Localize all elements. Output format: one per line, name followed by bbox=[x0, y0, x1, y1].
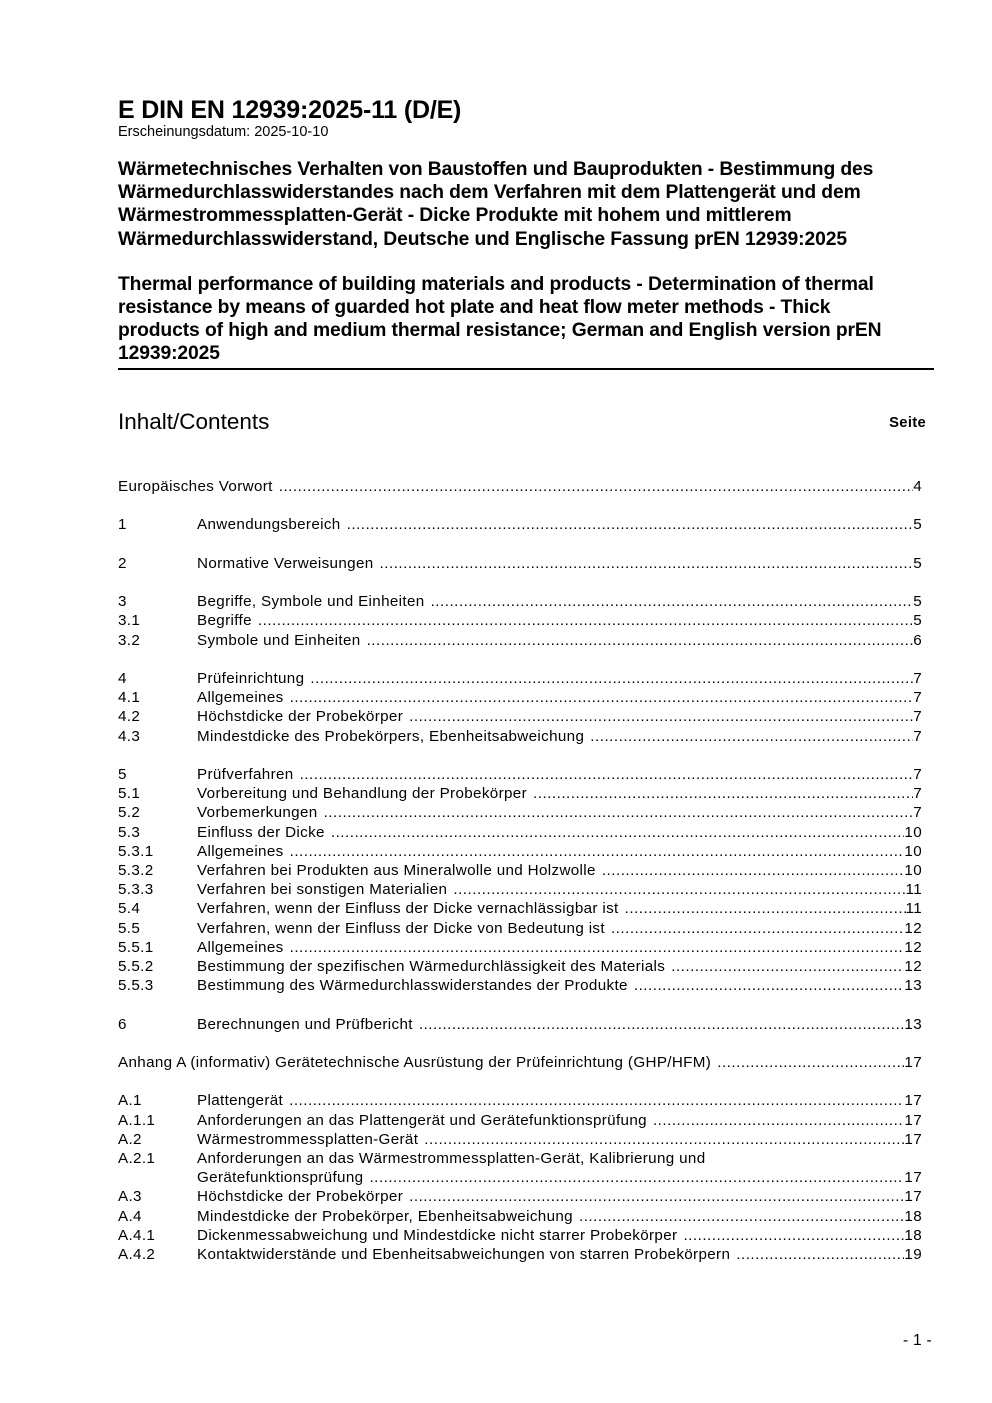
toc-entry-title: Europäisches Vorwort bbox=[118, 478, 273, 495]
toc-entry-title: Kontaktwiderstände und Ebenheitsabweichungen von starren Probekörpern bbox=[197, 1246, 731, 1263]
toc-entry-title: Vorbemerkungen bbox=[197, 804, 318, 822]
toc-entry-number: 5.1 bbox=[118, 785, 141, 803]
toc-entry-title: Anhang A (informativ) Gerätetechnische Ausrüstung der Prüfeinrichtung (GHP/HFM) bbox=[118, 1053, 712, 1071]
toc-entry-title: Begriffe, Symbole und Einheiten bbox=[197, 593, 425, 611]
toc-entry-continuation[interactable] bbox=[118, 1168, 922, 1187]
toc-group bbox=[118, 669, 922, 746]
toc-entry-page: 5 bbox=[913, 516, 922, 534]
toc-entry[interactable] bbox=[118, 1053, 922, 1072]
toc-entry-number: 5 bbox=[118, 765, 127, 783]
toc-entry-page: 7 bbox=[913, 708, 922, 726]
toc-entry-page: 4 bbox=[913, 478, 922, 495]
toc-leader-dots bbox=[409, 707, 913, 726]
toc-entry-title: Dickenmessabweichung und Mindestdicke nicht starrer Probekörper bbox=[197, 1226, 678, 1244]
toc-entry-number: A.2.1 bbox=[118, 1149, 156, 1167]
toc-page-column-label: Seite bbox=[889, 414, 926, 431]
toc-leader-dots bbox=[258, 611, 913, 630]
toc-leader-dots bbox=[380, 554, 914, 573]
toc-entry[interactable] bbox=[118, 1245, 922, 1264]
toc-entry-title: Bestimmung des Wärmedurchlasswiderstandes der Produkte bbox=[197, 977, 628, 995]
toc-leader-dots bbox=[671, 957, 904, 976]
toc-leader-dots bbox=[634, 976, 905, 995]
title-german-line: Wärmedurchlasswiderstand, Deutsche und Englische Fassung prEN 12939:2025 bbox=[118, 228, 847, 250]
toc-entry-number: 5.5.3 bbox=[118, 977, 154, 995]
toc-entry-title: Allgemeines bbox=[197, 842, 284, 860]
toc-group bbox=[118, 1091, 922, 1264]
toc-entry-number: A.4.2 bbox=[118, 1246, 156, 1263]
toc-entry-page: 10 bbox=[904, 842, 922, 860]
toc-leader-dots bbox=[279, 477, 913, 496]
toc-entry[interactable] bbox=[118, 823, 922, 842]
toc-group bbox=[118, 554, 922, 573]
toc-leader-dots bbox=[310, 669, 913, 688]
toc-entry-page: 17 bbox=[904, 1188, 922, 1206]
toc-group bbox=[118, 477, 922, 496]
toc-leader-dots bbox=[579, 1207, 904, 1226]
toc-entry-page: 10 bbox=[904, 823, 922, 841]
toc-group bbox=[118, 1015, 922, 1034]
toc-leader-dots bbox=[683, 1226, 904, 1245]
title-english-line: Thermal performance of building materials and products - Determination of thermal bbox=[118, 273, 874, 295]
toc-entry[interactable] bbox=[118, 1091, 922, 1110]
toc-entry-number: 1 bbox=[118, 516, 127, 534]
toc-entry-number: 4.1 bbox=[118, 689, 141, 707]
toc-entry-title: Wärmestrommessplatten-Gerät bbox=[197, 1130, 419, 1148]
toc-entry-page: 19 bbox=[904, 1246, 922, 1263]
toc-entry-title: Einfluss der Dicke bbox=[197, 823, 325, 841]
title-english-line: resistance by means of guarded hot plate and heat flow meter methods - Thick bbox=[118, 297, 831, 319]
toc-entry-title: Begriffe bbox=[197, 612, 252, 630]
toc-entry-page: 11 bbox=[905, 900, 922, 918]
toc-entry-number: A.4 bbox=[118, 1207, 142, 1225]
toc-entry-title: Anforderungen an das Plattengerät und Gerätefunktionsprüfung bbox=[197, 1111, 647, 1129]
toc-entry-page: 17 bbox=[904, 1092, 922, 1110]
toc-entry-page: 17 bbox=[904, 1169, 922, 1187]
toc-entry[interactable] bbox=[118, 1015, 922, 1034]
toc-entry-number: 4.2 bbox=[118, 708, 141, 726]
toc-leader-dots bbox=[324, 803, 914, 822]
toc-entry-page: 18 bbox=[904, 1207, 922, 1225]
toc-entry[interactable] bbox=[118, 976, 922, 995]
toc-entry-page: 13 bbox=[904, 1015, 922, 1033]
toc-leader-dots bbox=[347, 515, 914, 534]
toc-entry-page: 7 bbox=[913, 669, 922, 687]
toc-entry-number bbox=[118, 1168, 197, 1187]
toc-entry[interactable] bbox=[118, 1207, 922, 1226]
toc-leader-dots bbox=[602, 861, 905, 880]
toc-entry[interactable] bbox=[118, 919, 922, 938]
document-id: E DIN EN 12939:2025-11 (D/E) bbox=[118, 96, 462, 124]
toc-entry-page: 6 bbox=[913, 631, 922, 649]
toc-entry-number: 2 bbox=[118, 554, 127, 572]
toc-leader-dots bbox=[453, 880, 905, 899]
toc-entry-number: 5.4 bbox=[118, 900, 141, 918]
toc-entry[interactable] bbox=[118, 1226, 922, 1245]
toc-entry-number: 5.3.2 bbox=[118, 861, 154, 879]
toc-leader-dots bbox=[717, 1053, 904, 1072]
toc-title: Inhalt/Contents bbox=[118, 408, 270, 434]
toc-entry-title: Anwendungsbereich bbox=[197, 516, 341, 534]
toc-entry-page: 18 bbox=[904, 1226, 922, 1244]
toc-entry[interactable] bbox=[118, 1187, 922, 1206]
toc-entry-number: A.1 bbox=[118, 1092, 142, 1110]
toc-entry-page: 5 bbox=[913, 612, 922, 630]
toc-entry[interactable] bbox=[118, 765, 922, 784]
toc-entry[interactable] bbox=[118, 554, 922, 573]
toc-entry-number: 5.5 bbox=[118, 919, 141, 937]
toc-entry-title: Prüfverfahren bbox=[197, 765, 294, 783]
toc-entry-title: Prüfeinrichtung bbox=[197, 669, 305, 687]
toc-leader-dots bbox=[290, 938, 905, 957]
toc-leader-dots bbox=[431, 592, 914, 611]
toc-entry[interactable] bbox=[118, 784, 922, 803]
toc-entry-number: 5.3.1 bbox=[118, 842, 154, 860]
title-german-line: Wärmetechnisches Verhalten von Baustoffen und Bauprodukten - Bestimmung des bbox=[118, 159, 874, 180]
toc-entry-number: 4 bbox=[118, 669, 127, 687]
toc-group bbox=[118, 592, 922, 650]
toc-entry-page: 7 bbox=[913, 765, 922, 783]
toc-entry-title: Mindestdicke des Probekörpers, Ebenheitsabweichung bbox=[197, 727, 585, 745]
toc-entry-title: Normative Verweisungen bbox=[197, 554, 374, 572]
toc-entry[interactable] bbox=[118, 938, 922, 957]
toc-leader-dots bbox=[290, 842, 905, 861]
toc-entry-number: A.1.1 bbox=[118, 1111, 156, 1129]
toc-group bbox=[118, 765, 922, 995]
title-german-line: Wärmedurchlasswiderstandes nach dem Verfahren mit dem Plattengerät und dem bbox=[118, 182, 861, 204]
toc-leader-dots bbox=[300, 765, 914, 784]
document-header bbox=[118, 96, 934, 437]
toc-entry-title: Vorbereitung und Behandlung der Probekörper bbox=[197, 785, 527, 803]
toc-entry-page: 12 bbox=[904, 958, 922, 975]
toc-leader-dots bbox=[424, 1130, 904, 1149]
toc-entry[interactable] bbox=[118, 592, 922, 611]
toc-entry-number: 5.5.1 bbox=[118, 938, 154, 956]
toc-entry-number: A.2 bbox=[118, 1130, 142, 1148]
toc-entry[interactable] bbox=[118, 515, 922, 534]
toc-entry-title: Allgemeines bbox=[197, 938, 284, 956]
toc-entry[interactable] bbox=[118, 1149, 922, 1168]
toc-entry[interactable] bbox=[118, 477, 922, 496]
toc-entry-number: A.4.1 bbox=[118, 1226, 156, 1244]
title-german-line: Wärmestrommessplatten-Gerät - Dicke Produkte mit hohem und mittlerem bbox=[118, 205, 792, 227]
toc-entry[interactable] bbox=[118, 1130, 922, 1149]
toc-entry[interactable] bbox=[118, 842, 922, 861]
toc-entry-title: Höchstdicke der Probekörper bbox=[197, 708, 404, 726]
toc-leader-dots bbox=[419, 1015, 905, 1034]
toc-leader-dots bbox=[367, 631, 914, 650]
toc-entry-title: Symbole und Einheiten bbox=[197, 631, 361, 649]
toc-entry-title: Verfahren bei sonstigen Materialien bbox=[197, 881, 448, 899]
toc-entry-page: 5 bbox=[913, 554, 922, 572]
toc-entry-page: 7 bbox=[913, 804, 922, 822]
toc-entry-title: Bestimmung der spezifischen Wärmedurchlässigkeit des Materials bbox=[197, 958, 666, 975]
toc-entry-page: 13 bbox=[904, 977, 922, 995]
toc-leader-dots bbox=[736, 1245, 904, 1264]
toc-leader-dots bbox=[290, 688, 914, 707]
toc-entry[interactable] bbox=[118, 727, 922, 746]
toc-entry-number: 5.3.3 bbox=[118, 881, 154, 899]
toc-entry[interactable] bbox=[118, 669, 922, 688]
toc-entry[interactable] bbox=[118, 899, 922, 918]
title-english-line: 12939:2025 bbox=[118, 343, 220, 365]
toc-entry-page: 5 bbox=[913, 593, 922, 611]
toc-entry-title: Berechnungen und Prüfbericht bbox=[197, 1015, 413, 1033]
toc-entry-number: 5.5.2 bbox=[118, 958, 154, 975]
toc-entry[interactable] bbox=[118, 880, 922, 899]
toc-group bbox=[118, 1053, 922, 1072]
toc-leader-dots bbox=[369, 1168, 904, 1187]
toc-entry-title: Anforderungen an das Wärmestrommessplatten-Gerät, Kalibrierung und bbox=[197, 1149, 706, 1167]
toc-entry-number: 3.2 bbox=[118, 631, 141, 649]
page-number: - 1 - bbox=[902, 1332, 932, 1349]
toc-leader-dots bbox=[289, 1091, 904, 1110]
toc-entry-page: 17 bbox=[904, 1111, 922, 1129]
toc-entry-page: 17 bbox=[904, 1053, 922, 1071]
toc-leader-dots bbox=[590, 727, 913, 746]
toc-entry[interactable] bbox=[118, 957, 922, 976]
toc-entry-number: A.3 bbox=[118, 1188, 142, 1206]
title-english bbox=[118, 273, 934, 366]
toc-entry-title: Plattengerät bbox=[197, 1092, 284, 1110]
toc-entry-title: Mindestdicke der Probekörper, Ebenheitsabweichung bbox=[197, 1207, 573, 1225]
toc-leader-dots bbox=[409, 1187, 904, 1206]
toc-entry-number: 5.2 bbox=[118, 804, 141, 822]
publication-date: Erscheinungsdatum: 2025-10-10 bbox=[118, 124, 329, 140]
toc-entry-title: Gerätefunktionsprüfung bbox=[197, 1169, 364, 1187]
toc-entry-number: 5.3 bbox=[118, 823, 141, 841]
toc-entry-title: Verfahren bei Produkten aus Mineralwolle und Holzwolle bbox=[197, 861, 596, 879]
toc-leader-dots bbox=[625, 899, 906, 918]
toc-entry-number: 4.3 bbox=[118, 727, 141, 745]
toc-entry-page: 17 bbox=[904, 1130, 922, 1148]
toc-entry-page: 11 bbox=[905, 881, 922, 899]
toc-entry-number: 6 bbox=[118, 1015, 127, 1033]
toc-entry-title: Allgemeines bbox=[197, 689, 284, 707]
toc-entry[interactable] bbox=[118, 803, 922, 822]
toc-entry-title: Verfahren, wenn der Einfluss der Dicke vernachlässigbar ist bbox=[197, 900, 619, 918]
toc-entry-page: 7 bbox=[913, 785, 922, 803]
toc-leader-dots bbox=[653, 1111, 904, 1130]
toc-entry[interactable] bbox=[118, 688, 922, 707]
table-of-contents bbox=[118, 477, 922, 1283]
toc-entry-number: 3.1 bbox=[118, 612, 141, 630]
toc-group bbox=[118, 515, 922, 534]
toc-leader-dots bbox=[611, 919, 904, 938]
toc-entry[interactable] bbox=[118, 861, 922, 880]
toc-entry-page: 12 bbox=[904, 938, 922, 956]
toc-entry-page: 12 bbox=[904, 919, 922, 937]
toc-entry-number: 3 bbox=[118, 593, 127, 611]
title-english-line: products of high and medium thermal resistance; German and English version prEN bbox=[118, 320, 882, 342]
toc-entry-title: Verfahren, wenn der Einfluss der Dicke von Bedeutung ist bbox=[197, 919, 605, 937]
toc-heading bbox=[118, 407, 934, 437]
toc-entry-page: 7 bbox=[913, 689, 922, 707]
title-german bbox=[118, 158, 934, 251]
toc-entry-title: Höchstdicke der Probekörper bbox=[197, 1188, 404, 1206]
toc-entry[interactable] bbox=[118, 1111, 922, 1130]
toc-entry-page: 7 bbox=[913, 727, 922, 745]
toc-leader-dots bbox=[331, 823, 905, 842]
toc-entry-page: 10 bbox=[904, 861, 922, 879]
header-divider bbox=[118, 368, 934, 370]
toc-leader-dots bbox=[533, 784, 913, 803]
toc-entry[interactable] bbox=[118, 631, 922, 650]
toc-entry[interactable] bbox=[118, 707, 922, 726]
toc-entry[interactable] bbox=[118, 611, 922, 630]
